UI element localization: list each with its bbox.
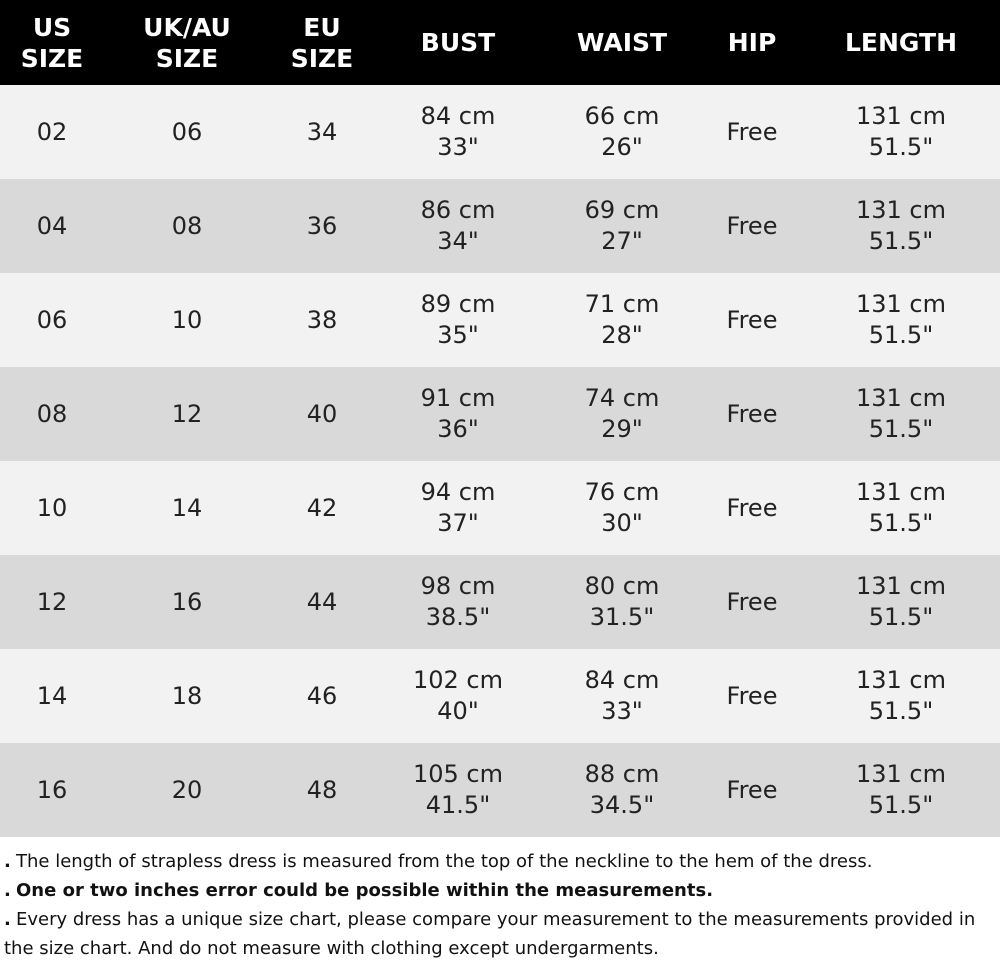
cell-value: 80 cm [584, 572, 660, 600]
bust-header [374, 0, 542, 85]
uk-au-size-cell [104, 367, 270, 461]
header-label-line: SIZE [20, 43, 84, 73]
cell-value: 35" [437, 321, 479, 349]
cell-value: 69 cm [584, 196, 660, 224]
cell-value: Free [726, 493, 778, 522]
cell-value: 04 [36, 211, 68, 240]
cell-value: 98 cm [420, 572, 496, 600]
length-cell [802, 85, 1000, 179]
waist-cell [542, 743, 702, 837]
hip-cell [702, 179, 802, 273]
cell-value: 71 cm [584, 290, 660, 318]
header-label-line: US [32, 12, 72, 42]
us-size-header [0, 0, 104, 85]
cell-value: 102 cm [412, 666, 503, 694]
us-size-cell [0, 273, 104, 367]
table-row [0, 273, 1000, 367]
cell-value: 16 [171, 587, 203, 616]
eu-size-cell [270, 85, 374, 179]
cell-value: 131 cm [855, 572, 946, 600]
waist-cell [542, 555, 702, 649]
length-cell [802, 273, 1000, 367]
cell-value: 12 [36, 587, 68, 616]
cell-value: 38.5" [425, 603, 491, 631]
bust-cell [374, 743, 542, 837]
uk-au-size-cell [104, 273, 270, 367]
header-row [0, 0, 1000, 85]
cell-value: 14 [171, 493, 203, 522]
waist-cell [542, 179, 702, 273]
cell-value: 84 cm [420, 102, 496, 130]
table-row [0, 649, 1000, 743]
note-item [4, 847, 1000, 876]
hip-cell [702, 85, 802, 179]
header-label-line: SIZE [290, 43, 354, 73]
note-text: Every dress has a unique size chart, please compare your measurement to the measurements provided in the size chart. And do not measure with clothing except undergarments. [4, 909, 976, 959]
uk-au-size-cell [104, 743, 270, 837]
cell-value: 06 [171, 117, 203, 146]
eu-size-cell [270, 649, 374, 743]
header-label-line: UK/AU [143, 12, 231, 42]
uk-au-size-cell [104, 179, 270, 273]
us-size-cell [0, 85, 104, 179]
hip-cell [702, 367, 802, 461]
uk-au-size-cell [104, 555, 270, 649]
cell-value: 16 [36, 775, 68, 804]
us-size-cell [0, 461, 104, 555]
cell-value: 26" [601, 133, 643, 161]
eu-size-cell [270, 461, 374, 555]
length-cell [802, 461, 1000, 555]
header-label-line: BUST [420, 28, 496, 57]
note-text: One or two inches error could be possible within the measurements. [16, 880, 714, 901]
bust-cell [374, 555, 542, 649]
eu-size-cell [270, 367, 374, 461]
uk-au-size-header [104, 0, 270, 85]
bust-cell [374, 461, 542, 555]
table-row [0, 461, 1000, 555]
hip-cell [702, 461, 802, 555]
us-size-cell [0, 743, 104, 837]
cell-value: 91 cm [420, 384, 496, 412]
cell-value: 34" [437, 227, 479, 255]
bust-cell [374, 649, 542, 743]
cell-value: 38 [306, 305, 338, 334]
uk-au-size-cell [104, 649, 270, 743]
cell-value: Free [726, 305, 778, 334]
bullet-icon: . [4, 880, 11, 901]
table-row [0, 555, 1000, 649]
waist-cell [542, 367, 702, 461]
length-cell [802, 649, 1000, 743]
hip-cell [702, 273, 802, 367]
header-label-line: WAIST [576, 28, 668, 57]
table-row [0, 743, 1000, 837]
hip-cell [702, 649, 802, 743]
cell-value: 40" [437, 697, 479, 725]
bust-cell [374, 179, 542, 273]
waist-header [542, 0, 702, 85]
bullet-icon: . [4, 851, 11, 872]
cell-value: 10 [36, 493, 68, 522]
cell-value: 37" [437, 509, 479, 537]
note-text: The length of strapless dress is measured from the top of the neckline to the hem of the dress. [16, 851, 873, 872]
bust-cell [374, 85, 542, 179]
cell-value: 27" [601, 227, 643, 255]
cell-value: 74 cm [584, 384, 660, 412]
cell-value: 131 cm [855, 290, 946, 318]
cell-value: 51.5" [868, 509, 934, 537]
cell-value: 51.5" [868, 227, 934, 255]
cell-value: 28" [601, 321, 643, 349]
cell-value: 31.5" [589, 603, 655, 631]
cell-value: 46 [306, 681, 338, 710]
bust-cell [374, 273, 542, 367]
hip-cell [702, 743, 802, 837]
cell-value: 48 [306, 775, 338, 804]
size-chart-header [0, 0, 1000, 85]
length-cell [802, 367, 1000, 461]
size-chart-body [0, 85, 1000, 837]
cell-value: 40 [306, 399, 338, 428]
cell-value: 76 cm [584, 478, 660, 506]
eu-size-cell [270, 555, 374, 649]
hip-cell [702, 555, 802, 649]
cell-value: 12 [171, 399, 203, 428]
cell-value: 89 cm [420, 290, 496, 318]
cell-value: 131 cm [855, 102, 946, 130]
header-label-line: LENGTH [845, 28, 957, 57]
cell-value: 02 [36, 117, 68, 146]
us-size-cell [0, 367, 104, 461]
table-row [0, 179, 1000, 273]
cell-value: 131 cm [855, 760, 946, 788]
us-size-cell [0, 555, 104, 649]
waist-cell [542, 461, 702, 555]
note-item [4, 876, 1000, 905]
cell-value: 18 [171, 681, 203, 710]
cell-value: 34.5" [589, 791, 655, 819]
cell-value: 51.5" [868, 415, 934, 443]
header-label-line: EU [303, 12, 341, 42]
note-item [4, 905, 1000, 963]
us-size-cell [0, 649, 104, 743]
cell-value: 105 cm [412, 760, 503, 788]
cell-value: 34 [306, 117, 338, 146]
cell-value: Free [726, 399, 778, 428]
cell-value: Free [726, 587, 778, 616]
cell-value: 51.5" [868, 133, 934, 161]
table-row [0, 85, 1000, 179]
eu-size-cell [270, 273, 374, 367]
cell-value: 88 cm [584, 760, 660, 788]
length-header [802, 0, 1000, 85]
cell-value: 42 [306, 493, 338, 522]
cell-value: 14 [36, 681, 68, 710]
uk-au-size-cell [104, 85, 270, 179]
cell-value: 44 [306, 587, 338, 616]
cell-value: 131 cm [855, 196, 946, 224]
bullet-icon: . [4, 909, 11, 930]
waist-cell [542, 273, 702, 367]
eu-size-header [270, 0, 374, 85]
cell-value: 36" [437, 415, 479, 443]
cell-value: 08 [171, 211, 203, 240]
cell-value: 30" [601, 509, 643, 537]
cell-value: 131 cm [855, 478, 946, 506]
length-cell [802, 743, 1000, 837]
waist-cell [542, 85, 702, 179]
cell-value: 10 [171, 305, 203, 334]
cell-value: Free [726, 681, 778, 710]
cell-value: 86 cm [420, 196, 496, 224]
cell-value: 29" [601, 415, 643, 443]
cell-value: 33" [437, 133, 479, 161]
cell-value: 51.5" [868, 321, 934, 349]
cell-value: 51.5" [868, 791, 934, 819]
us-size-cell [0, 179, 104, 273]
cell-value: Free [726, 117, 778, 146]
cell-value: 66 cm [584, 102, 660, 130]
bust-cell [374, 367, 542, 461]
cell-value: 06 [36, 305, 68, 334]
waist-cell [542, 649, 702, 743]
cell-value: 08 [36, 399, 68, 428]
cell-value: 36 [306, 211, 338, 240]
hip-header [702, 0, 802, 85]
eu-size-cell [270, 743, 374, 837]
length-cell [802, 179, 1000, 273]
cell-value: Free [726, 211, 778, 240]
length-cell [802, 555, 1000, 649]
size-notes [0, 837, 1000, 963]
cell-value: 131 cm [855, 666, 946, 694]
cell-value: 20 [171, 775, 203, 804]
eu-size-cell [270, 179, 374, 273]
table-row [0, 367, 1000, 461]
cell-value: 51.5" [868, 603, 934, 631]
cell-value: 131 cm [855, 384, 946, 412]
header-label-line: HIP [727, 28, 777, 57]
cell-value: 33" [601, 697, 643, 725]
header-label-line: SIZE [155, 43, 219, 73]
cell-value: 41.5" [425, 791, 491, 819]
cell-value: 84 cm [584, 666, 660, 694]
cell-value: Free [726, 775, 778, 804]
cell-value: 94 cm [420, 478, 496, 506]
cell-value: 51.5" [868, 697, 934, 725]
uk-au-size-cell [104, 461, 270, 555]
